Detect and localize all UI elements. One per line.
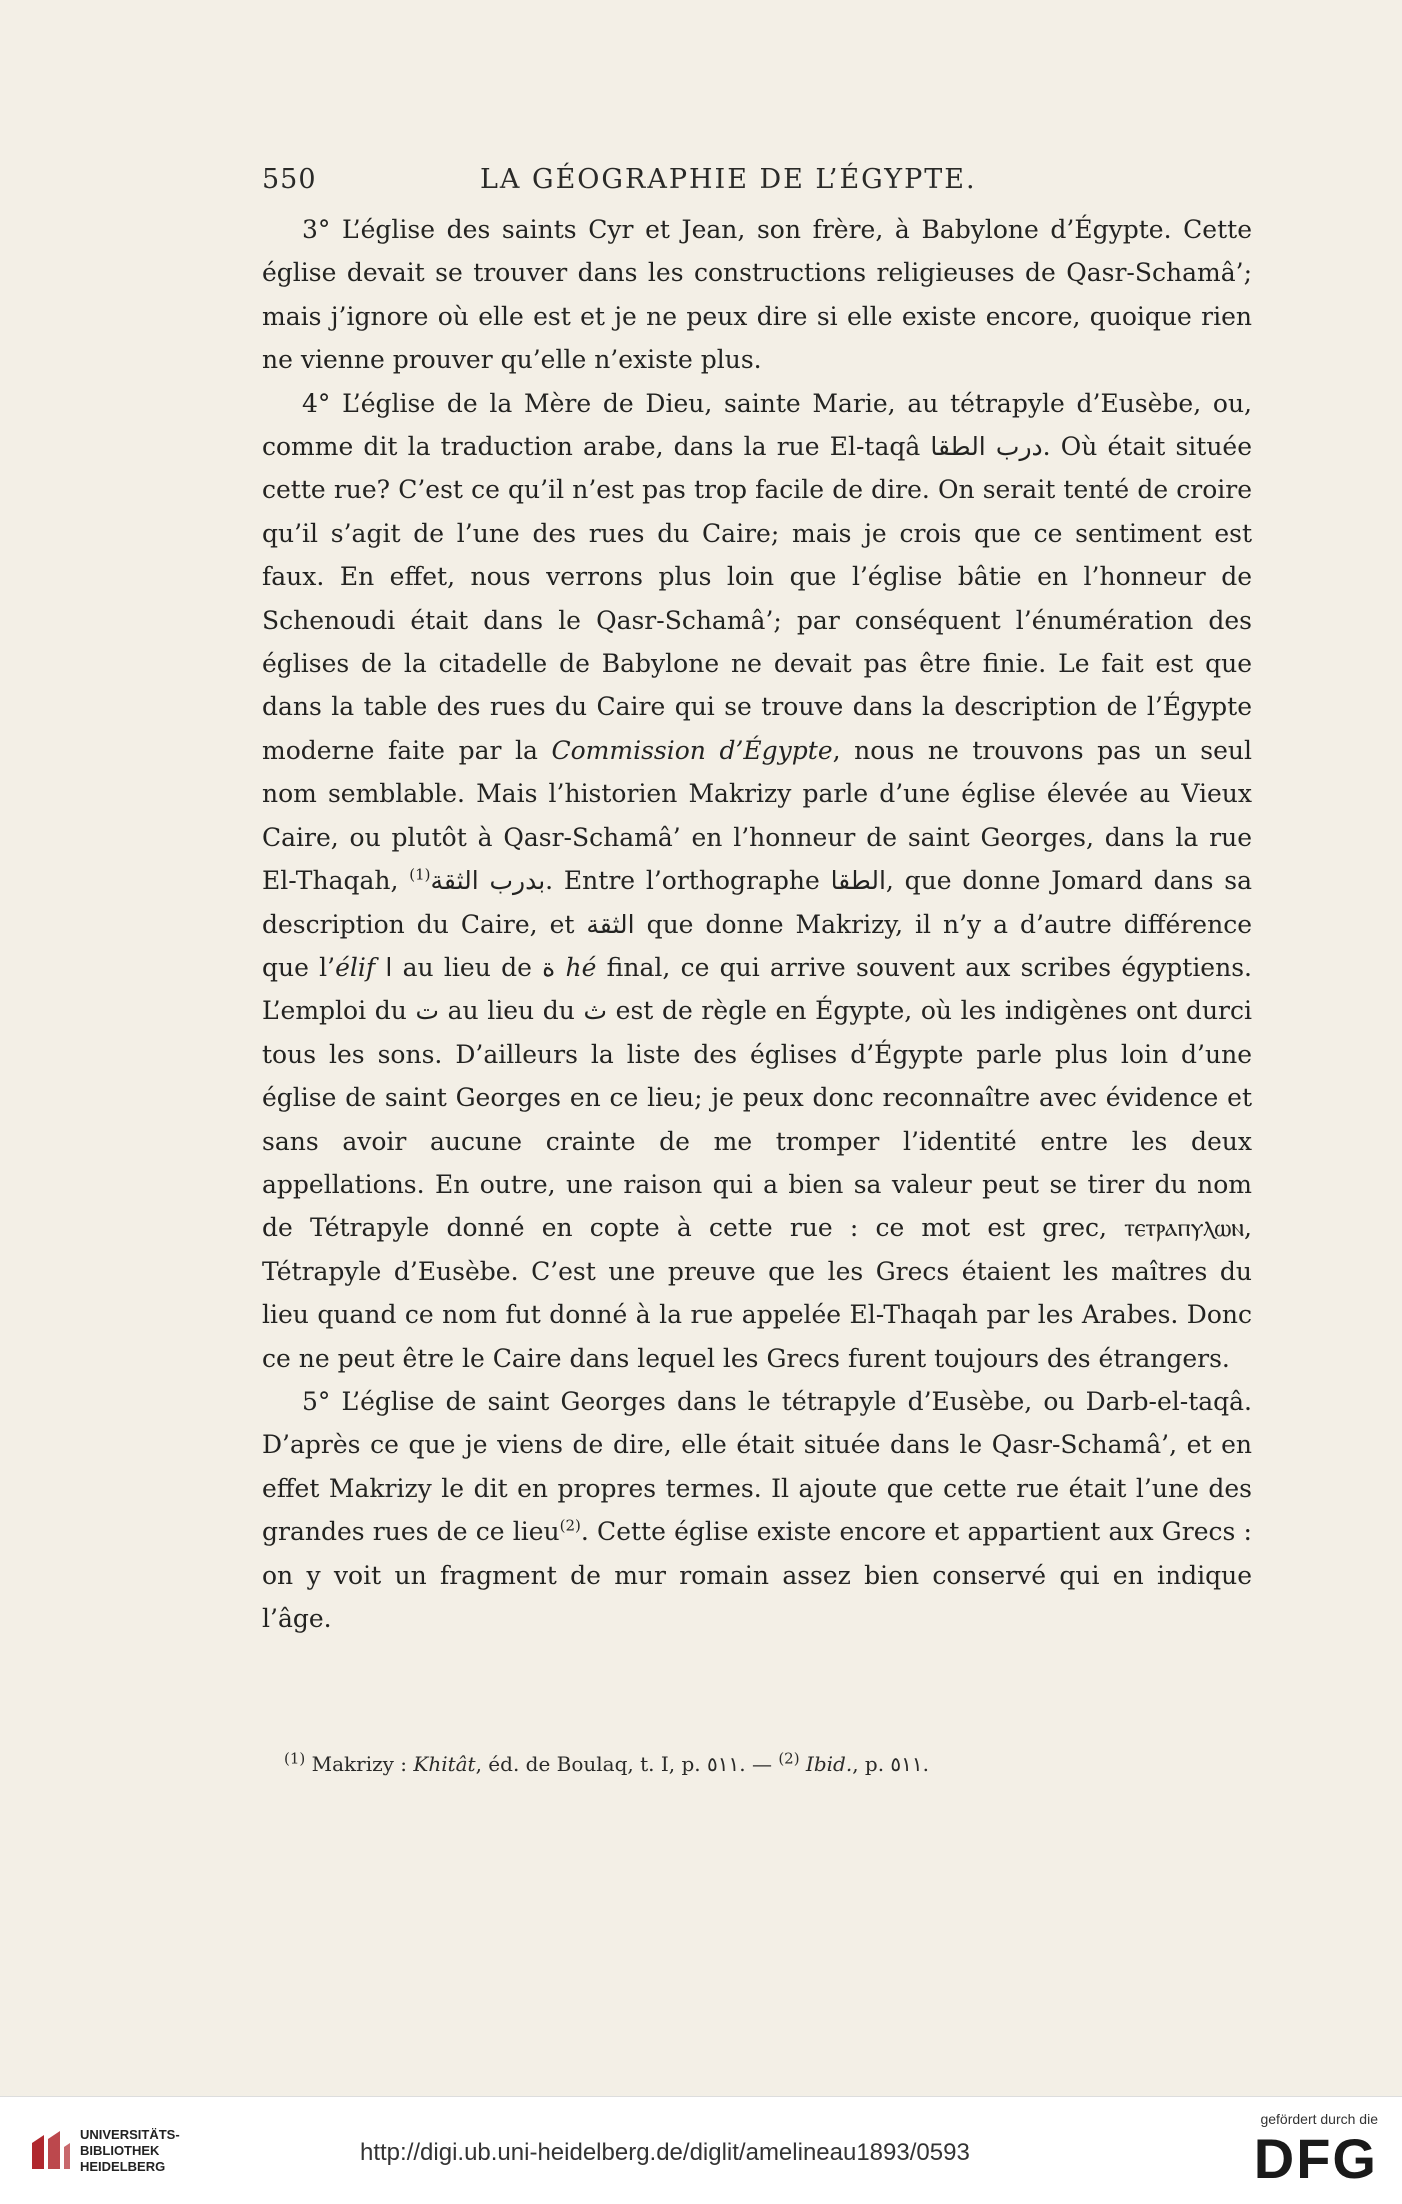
footnote-marker-2: (2): [778, 1749, 800, 1768]
paragraph-2-text-b: , nous ne trouvons pas un seul nom semblable. Mais l’historien Makrizy parle d’une église élevée au Vieux Caire, ou plutôt à Qasr-Schamâ’ en l’honneur de saint Georges, dans la rue El-Thaqah, بدرب الثقة: [262, 735, 1252, 896]
paragraph-3-text-a: 5° L’église de saint Georges dans le tétrapyle d’Eusèbe, ou Darb-el-taqâ. D’après ce que je viens de dire, elle était située dans le Qasr-Schamâ’, et en effet Makrizy le dit en propres termes. Il ajoute que cette rue était l’une des grandes rues de ce lieu: [262, 1386, 1252, 1547]
university-library-name[interactable]: [80, 2127, 180, 2175]
sponsor-block: [1238, 2111, 1378, 2190]
footnote-2-italic-ibid: Ibid.: [805, 1752, 853, 1776]
paragraph-3-text-b: . Cette église existe encore et appartient aux Grecs : on y voit un fragment de mur romain assez bien conservé qui en indique l’âge.: [262, 1517, 1252, 1633]
paragraph-2-text-c: . Entre l’orthographe الطقا, que donne Jomard dans sa description du Caire, et الثقة que donne Makrizy, il n’y a d’autre différence que l’: [262, 866, 1253, 982]
footnote-1-text-a: Makrizy :: [305, 1752, 414, 1776]
sponsor-caption: gefördert durch die: [1260, 2111, 1378, 2127]
paragraph-2-text-e: final, ce qui arrive souvent aux scribes égyptiens. L’emploi du ت au lieu du ث est de règle en Égypte, où les indigènes ont durci tous les sons. D’ailleurs la liste des églises d’Égypte parle plus loin d’une église de saint Georges en ce lieu; je peux donc reconnaître avec évidence et sans avoir aucune crainte de me tromper l’identité entre les deux appellations. En outre, une raison qui a bien sa valeur peut se tirer du nom de Tétrapyle donné en copte à cette rue : ce mot est grec, ⲧⲉⲧⲣⲁⲡⲩⲗⲱⲛ, Tétrapyle d’Eusèbe. C’est une preuve que les Grecs étaient les maîtres du lieu quand ce nom fut donné à la rue appelée El-Thaqah par les Arabes. Donc ce ne peut être le Caire dans lequel les Grecs furent toujours des étrangers.: [262, 952, 1252, 1373]
paragraph-2-italic-elif: élif: [335, 952, 376, 982]
paragraph-2-italic-commission: Commission d’Égypte: [551, 735, 833, 765]
university-library-logo-icon[interactable]: [26, 2129, 72, 2175]
paragraph-2-text-d: ا au lieu de ة: [375, 952, 556, 982]
footnote-ref-1[interactable]: (1): [409, 865, 431, 884]
library-name-line-2: BIBLIOTHEK: [80, 2143, 160, 2158]
footnote-1-text-b: , éd. de Boulaq, t. I, p. ٥١١. —: [475, 1752, 779, 1776]
footnotes: [284, 1749, 1184, 1776]
running-title: LA GÉOGRAPHIE DE L’ÉGYPTE.: [480, 164, 977, 195]
paragraph-1-text: 3° L’église des saints Cyr et Jean, son frère, à Babylone d’Égypte. Cette église devait se trouver dans les constructions religieuses de Qasr-Schamâ’; mais j’ignore où elle est et je ne peux dire si elle existe encore, quoique rien ne vienne prouver qu’elle n’existe plus.: [262, 215, 1252, 375]
body-text: [262, 208, 1252, 1640]
page-number: 550: [262, 164, 317, 195]
library-name-line-3: HEIDELBERG: [80, 2159, 166, 2174]
footnote-ref-2[interactable]: (2): [559, 1516, 581, 1535]
paragraph-2-text-a: 4° L’église de la Mère de Dieu, sainte Marie, au tétrapyle d’Eusèbe, ou, comme dit la traduction arabe, dans la rue El-taqâ درب الطقا. Où était située cette rue? C’est ce qu’il n’est pas trop facile de dire. On serait tenté de croire qu’il s’agit de l’une des rues du Caire; mais je crois que ce sentiment est faux. En effet, nous verrons plus loin que l’église bâtie en l’honneur de Schenoudi était dans le Qasr-Schamâ’; par conséquent l’énumération des églises de la citadelle de Babylone ne devait pas être finie. Le fait est que dans la table des rues du Caire qui se trouve dans la description de l’Égypte moderne faite par la: [262, 388, 1253, 765]
footnote-1-italic-khitat: Khitât: [413, 1752, 476, 1776]
footnote-2-text: , p. ٥١١.: [852, 1752, 930, 1776]
dfg-logo[interactable]: DFG: [1253, 2127, 1378, 2190]
page-header: [262, 164, 1252, 204]
paragraph-2-italic-he: hé: [565, 952, 597, 982]
paragraph-3: [262, 1380, 1252, 1640]
paragraph-1: [262, 208, 1252, 382]
footnote-marker-1: (1): [284, 1749, 306, 1768]
library-name-line-1: UNIVERSITÄTS-: [80, 2127, 180, 2142]
permalink-url[interactable]: http://digi.ub.uni-heidelberg.de/diglit/amelineau1893/0593: [360, 2139, 970, 2166]
footer-bar: [0, 2096, 1402, 2204]
paragraph-2: [262, 382, 1252, 1380]
